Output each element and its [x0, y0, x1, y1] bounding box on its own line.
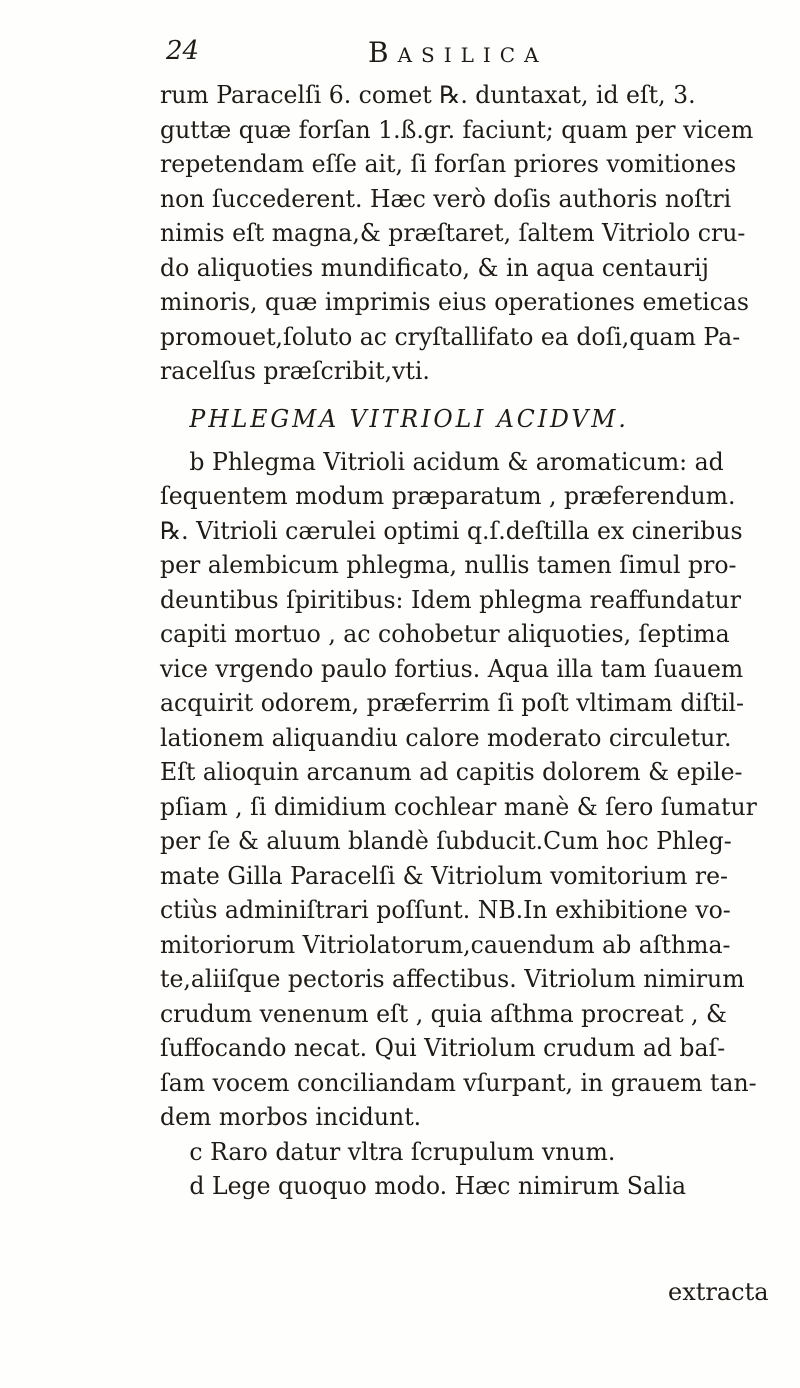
text-line: dem morbos incidunt.	[160, 1103, 422, 1131]
text-line: do aliquoties mundificato, & in aqua centaurij	[160, 253, 709, 282]
note-d: d Lege quoquo modo. Hæc nimirum Salia	[189, 1172, 687, 1200]
text-line: guttæ quæ forſan 1.ß.gr. faciunt; quam per vicem	[160, 115, 754, 144]
text-line: non ſuccederent. Hæc verò doſis authoris noſtri	[160, 184, 732, 213]
text-line: ℞. Vitrioli cærulei optimi q.ſ.deſtilla ex cineribus	[160, 516, 743, 545]
text-line: te,aliiſque pectoris affectibus. Vitriolum nimirum	[160, 965, 745, 993]
text-line: pſiam , ſi dimidium cochlear manè & ſero ſumatur	[160, 792, 757, 821]
text-block	[160, 78, 800, 1204]
text-line: minoris, quæ imprimis eius operationes emeticas	[160, 288, 749, 316]
note-c: c Raro datur vltra ſcrupulum vnum.	[189, 1137, 616, 1166]
text-line: per alembicum phlegma, nullis tamen ſimul pro-	[160, 551, 737, 579]
text-line: Eſt alioquin arcanum ad capitis dolorem & epile-	[160, 758, 743, 786]
text-line: nimis eſt magna,& præſtaret, ſaltem Vitriolo cru-	[160, 219, 746, 247]
text-line: repetendam eſſe ait, ſi forſan priores vomitiones	[160, 150, 737, 178]
text-line: promouet,ſoluto ac cryſtallifato ea doſi,quam Pa-	[160, 322, 741, 351]
text-line: lationem aliquandiu calore moderato circuletur.	[160, 723, 732, 752]
text-line: mate Gilla Paracelſi & Vitriolum vomitorium re-	[160, 861, 728, 890]
text-line: ſam vocem conciliandam vſurpant, in grauem tan-	[160, 1068, 757, 1097]
text-line: ſuffocando necat. Qui Vitriolum crudum ad baſ-	[160, 1034, 726, 1062]
text-line: vice vrgendo paulo fortius. Aqua illa tam ſuauem	[160, 654, 744, 683]
text-line: acquirit odorem, præferrim ſi poſt vltimam diſtil-	[160, 689, 745, 717]
catchword: extracta	[668, 1278, 769, 1306]
text-line: per ſe & aluum blandè ſubducit.Cum hoc Phleg-	[160, 827, 732, 855]
text-line: crudum venenum eſt , quia aſthma procreat , &	[160, 999, 727, 1028]
section-heading: PHLEGMA VITRIOLI ACIDVM.	[189, 404, 629, 433]
text-line: mitoriorum Vitriolatorum,cauendum ab aſthma-	[160, 930, 731, 959]
paragraph-1	[160, 78, 800, 389]
running-title: Basilica	[368, 36, 548, 69]
text-line: capiti mortuo , ac cohobetur aliquoties, ſeptima	[160, 620, 730, 648]
paragraph-2	[160, 445, 800, 1135]
page-header	[160, 36, 620, 76]
text-line: deuntibus ſpiritibus: Idem phlegma reaffundatur	[160, 585, 741, 614]
text-line: b Phlegma Vitrioli acidum & aromaticum: ad	[189, 447, 724, 476]
text-line: racelſus præſcribit,vti.	[160, 357, 430, 385]
page-number: 24	[166, 36, 200, 66]
text-line: rum Paracelſi 6. comet ℞. duntaxat, id eſt, 3.	[160, 81, 696, 109]
text-line: ſequentem modum præparatum , præferendum.	[160, 482, 736, 510]
text-line: ctiùs adminiſtrari poſſunt. NB.In exhibitione vo-	[160, 896, 731, 924]
